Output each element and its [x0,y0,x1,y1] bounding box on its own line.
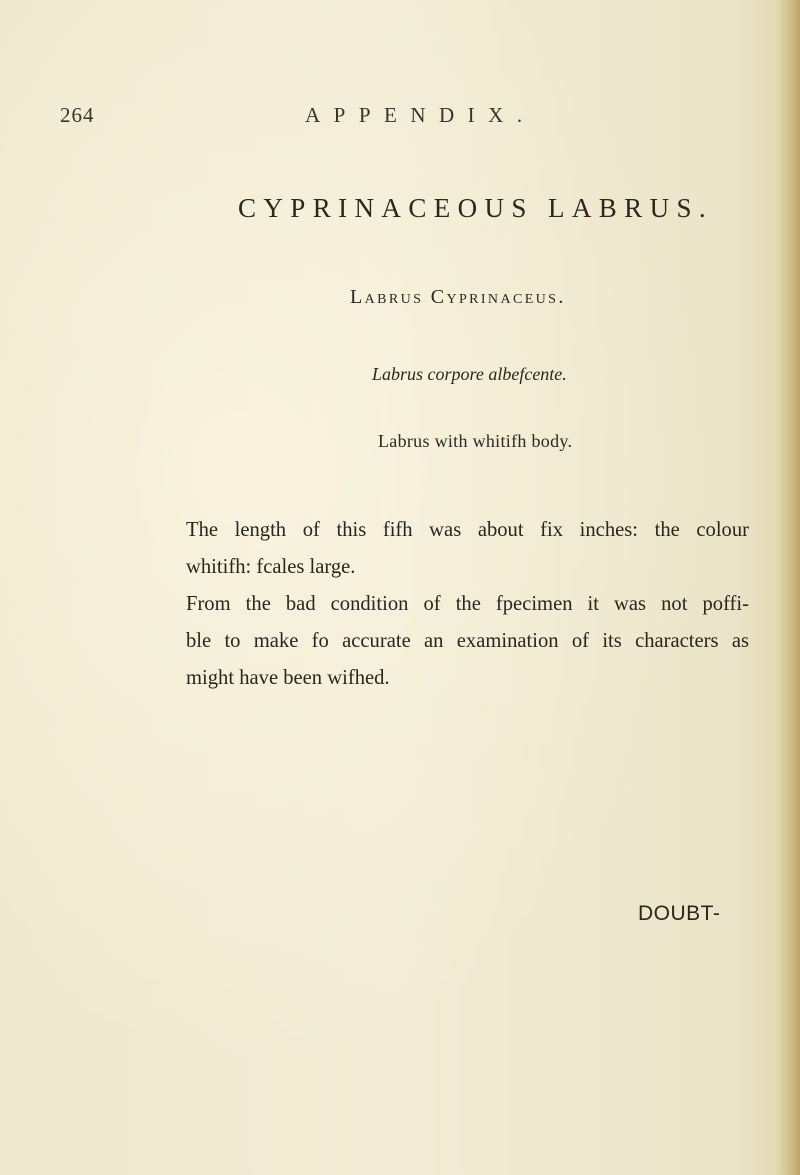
page-number: 264 [60,103,95,127]
body-line: The length of this fifh was about fix inches: the colour [186,519,749,541]
section-title: CYPRINACEOUS LABRUS. [238,193,714,223]
running-head: APPENDIX. [305,103,536,127]
latin-description: Labrus corpore albefcente. [372,364,567,384]
page-edge-stain [778,0,800,1175]
english-translation: Labrus with whitifh body. [378,431,573,451]
species-name: Labrus Cyprinaceus. [350,286,566,308]
body-line: From the bad condition of the fpecimen it was not poffi- [186,593,749,615]
body-line: might have been wifhed. [186,667,390,689]
body-line: whitifh: fcales large. [186,556,356,578]
body-line: ble to make fo accurate an examination of its characters as [186,630,749,652]
catchword: DOUBT- [638,902,721,925]
body-text [186,512,749,697]
